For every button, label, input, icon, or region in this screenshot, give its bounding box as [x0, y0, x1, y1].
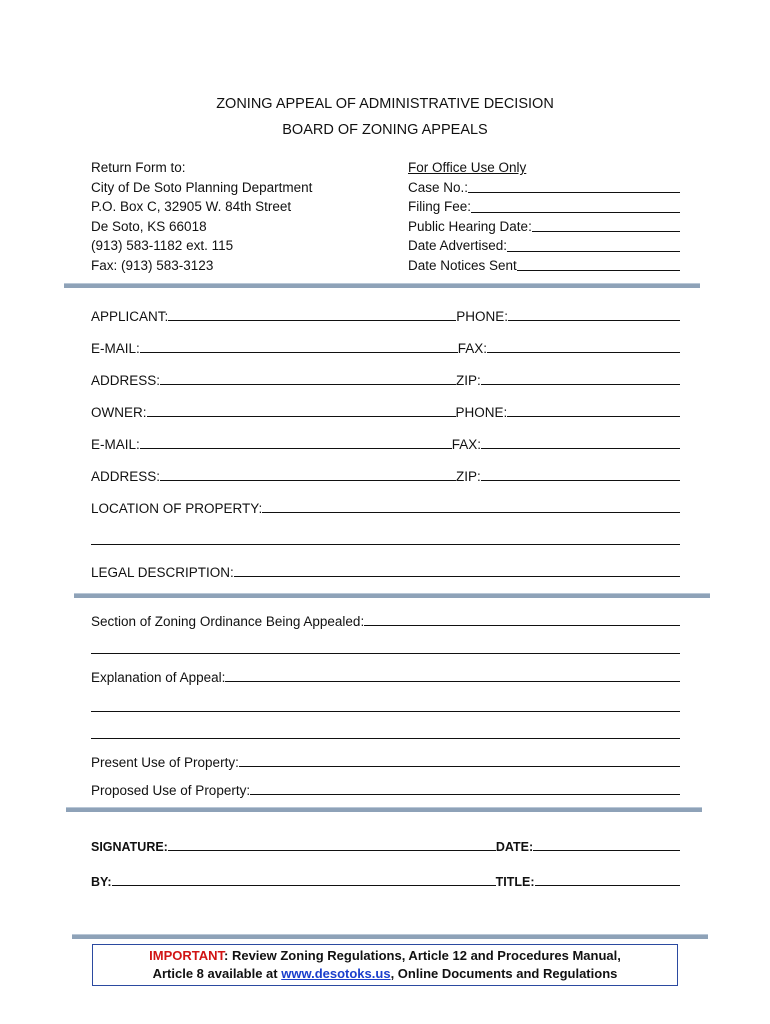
- applicant-label: APPLICANT:: [91, 309, 169, 324]
- return-line: Fax: (913) 583-3123: [91, 257, 214, 273]
- explanation-input-2[interactable]: [91, 697, 680, 712]
- office-use-heading: For Office Use Only: [408, 160, 527, 175]
- owner-label: OWNER:: [91, 405, 147, 420]
- legal-label: LEGAL DESCRIPTION:: [91, 565, 234, 580]
- date-notices-label: Date Notices Sent: [408, 257, 517, 273]
- owner-row: [91, 402, 680, 420]
- explanation-input-3[interactable]: [91, 724, 680, 739]
- date-label: DATE:: [495, 840, 534, 854]
- owner-email-input[interactable]: [140, 434, 452, 449]
- date-advertised-field[interactable]: [408, 236, 680, 256]
- owner-phone-input[interactable]: [507, 402, 680, 417]
- filing-fee-label: Filing Fee:: [408, 199, 472, 214]
- zip-input[interactable]: [481, 370, 680, 385]
- hearing-date-label: Public Hearing Date:: [408, 218, 532, 234]
- applicant-row: [91, 306, 680, 324]
- address-row: [91, 370, 680, 388]
- by-row: [91, 871, 680, 889]
- by-label: BY:: [91, 875, 112, 889]
- return-label: Return Form to:: [91, 160, 186, 175]
- section-divider: [72, 934, 708, 939]
- section-appealed-continuation: [91, 639, 680, 657]
- owner-email-label: E-MAIL:: [91, 437, 140, 452]
- website-link[interactable]: www.desotoks.us: [281, 966, 391, 981]
- return-address-block: [91, 158, 312, 275]
- proposed-use-row: [91, 780, 680, 798]
- section-appealed-input-2[interactable]: [91, 639, 680, 654]
- date-advertised-label: Date Advertised:: [408, 238, 508, 253]
- present-use-row: [91, 752, 680, 770]
- phone-input[interactable]: [508, 306, 680, 321]
- fax-label: FAX:: [457, 341, 488, 356]
- notice-text-2b: , Online Documents and Regulations: [390, 966, 618, 981]
- proposed-use-label: Proposed Use of Property:: [91, 783, 251, 798]
- section-divider: [64, 283, 700, 288]
- location-input-2[interactable]: [91, 530, 680, 545]
- explanation-input[interactable]: [225, 667, 680, 682]
- explanation-label: Explanation of Appeal:: [91, 670, 226, 685]
- owner-address-input[interactable]: [160, 466, 456, 481]
- owner-zip-input[interactable]: [481, 466, 680, 481]
- signature-input[interactable]: [168, 836, 496, 851]
- return-line: De Soto, KS 66018: [91, 218, 207, 234]
- date-notices-field[interactable]: [408, 256, 680, 276]
- notice-text-1: : Review Zoning Regulations, Article 12 and Procedures Manual,: [224, 948, 621, 963]
- location-row: [91, 498, 680, 516]
- owner-phone-label: PHONE:: [455, 405, 508, 420]
- owner-input[interactable]: [147, 402, 456, 417]
- notice-text-2a: Article 8 available at: [152, 966, 282, 981]
- section-appealed-row: [91, 611, 680, 629]
- by-input[interactable]: [112, 871, 496, 886]
- section-appealed-input[interactable]: [364, 611, 680, 626]
- owner-fax-label: FAX:: [451, 437, 482, 452]
- explanation-continuation: [91, 697, 680, 715]
- date-input[interactable]: [533, 836, 680, 851]
- phone-label: PHONE:: [456, 309, 509, 324]
- location-input[interactable]: [262, 498, 680, 513]
- email-input[interactable]: [140, 338, 458, 353]
- legal-input[interactable]: [234, 562, 680, 577]
- explanation-continuation: [91, 724, 680, 742]
- return-line: City of De Soto Planning Department: [91, 179, 313, 195]
- section-appealed-label: Section of Zoning Ordinance Being Appealed:: [91, 614, 365, 629]
- form-subtitle: BOARD OF ZONING APPEALS: [282, 122, 488, 138]
- location-continuation-row: [91, 530, 680, 548]
- important-notice: [92, 944, 678, 986]
- important-label: IMPORTANT: [149, 948, 225, 963]
- owner-zip-label: ZIP:: [456, 469, 481, 484]
- owner-address-label: ADDRESS:: [91, 469, 161, 484]
- return-line: (913) 583-1182 ext. 115: [91, 238, 234, 253]
- section-divider: [74, 593, 710, 598]
- owner-email-row: [91, 434, 680, 452]
- address-input[interactable]: [160, 370, 456, 385]
- case-no-field[interactable]: [408, 178, 680, 198]
- applicant-input[interactable]: [168, 306, 456, 321]
- title-input[interactable]: [535, 871, 681, 886]
- case-no-label: Case No.:: [408, 179, 469, 195]
- email-label: E-MAIL:: [91, 341, 140, 356]
- proposed-use-input[interactable]: [250, 780, 680, 795]
- notice-line-2: [93, 965, 677, 983]
- signature-label: SIGNATURE:: [91, 840, 168, 854]
- present-use-label: Present Use of Property:: [91, 755, 239, 770]
- present-use-input[interactable]: [239, 752, 680, 767]
- title-label: TITLE:: [495, 875, 535, 889]
- zip-label: ZIP:: [456, 373, 481, 388]
- form-title: ZONING APPEAL OF ADMINISTRATIVE DECISION: [216, 96, 554, 112]
- section-divider: [66, 807, 702, 812]
- explanation-row: [91, 667, 680, 685]
- return-line: P.O. Box C, 32905 W. 84th Street: [91, 199, 292, 214]
- signature-row: [91, 836, 680, 854]
- email-row: [91, 338, 680, 356]
- address-label: ADDRESS:: [91, 373, 161, 388]
- owner-address-row: [91, 466, 680, 484]
- hearing-date-field[interactable]: [408, 217, 680, 237]
- fax-input[interactable]: [487, 338, 680, 353]
- legal-row: [91, 562, 680, 580]
- filing-fee-field[interactable]: [408, 197, 680, 217]
- location-label: LOCATION OF PROPERTY:: [91, 501, 263, 516]
- notice-line-1: [93, 947, 677, 965]
- owner-fax-input[interactable]: [481, 434, 680, 449]
- office-use-block: [408, 158, 680, 275]
